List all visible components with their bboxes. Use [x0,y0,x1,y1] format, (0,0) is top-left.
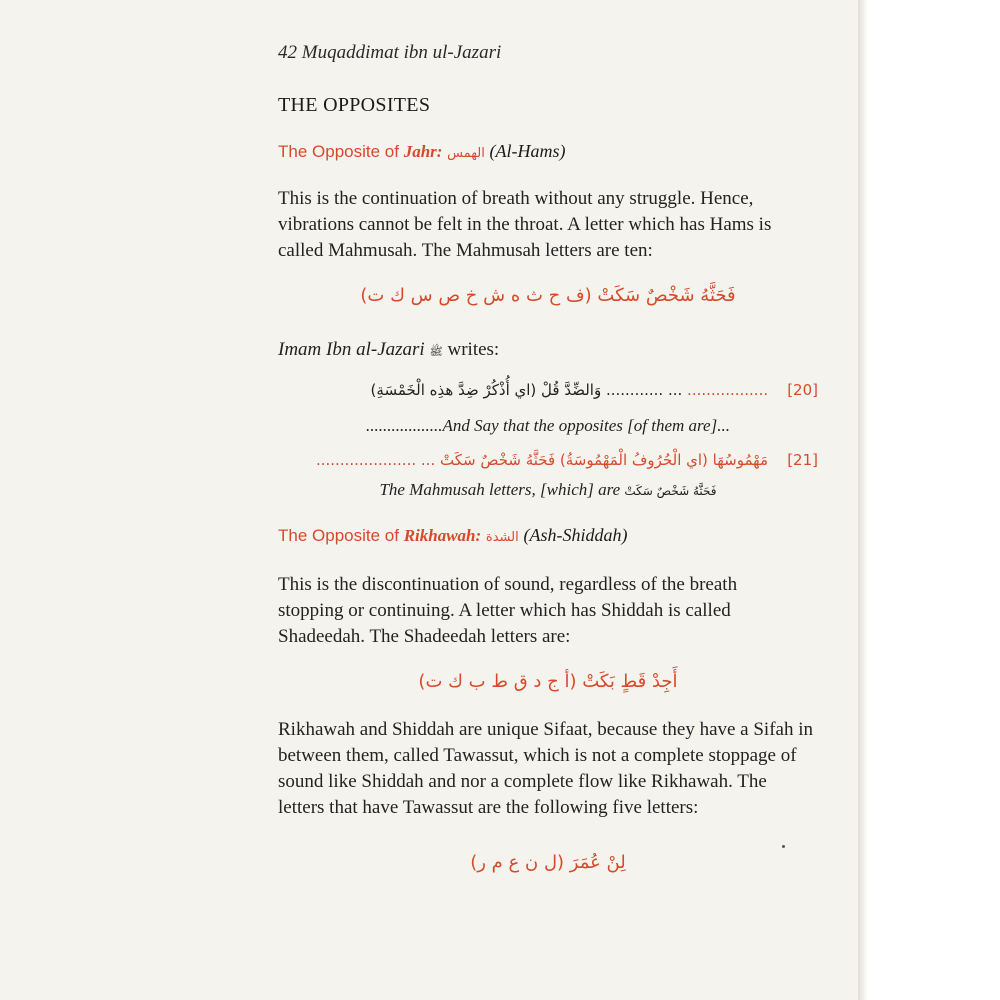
paragraph-line: Shadeedah. The Shadeedah letters are: [278,626,571,647]
verse-text: مَهْمُوسُهَا (اي الْحُرُوفُ الْمَهْمُوسَةُ) فَحَثَّهُ شَخْصٌ سَكَتْ ... [420,451,769,469]
paragraph-line: between them, called Tawassut, which is not a complete stoppage of [278,745,797,766]
paragraph-line: stopping or continuing. A letter which has Shiddah is called [278,600,731,621]
ink-speck [782,845,785,848]
paragraph-tawassut [278,717,818,821]
paragraph-line: This is the discontinuation of sound, regardless of the breath [278,574,738,595]
honorific-glyph: ﷺ [429,345,443,358]
subhead-hams-transliteration: (Al-Hams) [489,141,566,161]
verse-21 [278,451,818,469]
paragraph-shiddah [278,572,818,650]
running-head: 42 Muqaddimat ibn ul-Jazari [278,42,502,63]
subhead-hams-label: The Opposite of [278,142,404,161]
intro-line [278,339,499,361]
subhead-shiddah-label: The Opposite of [278,526,404,545]
paragraph-line: sound like Shiddah and nor a complete flow like Rikhawah. The [278,771,767,792]
verse-number: [20] [787,381,818,399]
section-title: THE OPPOSITES [278,94,431,116]
subhead-hams [278,141,566,162]
verse-dots: ..................... [315,451,417,469]
verse-dots: ................. [687,381,769,399]
verse-20-translation: ..................And Say that the opposites [of them are]... [366,416,730,435]
intro-name: Imam Ibn al-Jazari [278,339,425,360]
verse-number: [21] [787,451,818,469]
intro-verb: writes: [447,339,500,360]
paragraph-line: Rikhawah and Shiddah are unique Sifaat, because they have a Sifah in [278,719,813,740]
shiddah-letters: أَجِدْ قَطٍ بَكَتْ (أ ج د ق ط ب ك ت) [418,671,678,692]
paragraph-line: called Mahmusah. The Mahmusah letters are ten: [278,240,653,261]
paragraph-line: vibrations cannot be felt in the throat. A letter which has Hams is [278,214,772,235]
tawassut-letters: لِنْ عُمَرَ (ل ن ع م ر) [470,852,626,873]
paragraph-hams [278,186,818,264]
hams-letters: فَحَثَّهُ شَخْصٌ سَكَتْ (ف ح ث ه ش خ ص س ك ت) [360,285,736,306]
page-edge [858,0,868,1000]
subhead-shiddah-arabic: الشدة [485,530,519,545]
verse-20 [278,381,818,399]
subhead-hams-arabic: الهمس [447,146,485,161]
subhead-shiddah-transliteration: (Ash-Shiddah) [523,525,628,545]
verse-21-translation-text: The Mahmusah letters, [which] are [379,480,621,499]
paragraph-line: letters that have Tawassut are the following five letters: [278,797,699,818]
verse-21-translation-arabic: فَحَثَّهُ شَخْصٌ سَكَتْ [624,484,717,498]
subhead-shiddah-term: Rikhawah: [403,526,482,545]
paragraph-line: This is the continuation of breath without any struggle. Hence, [278,188,754,209]
verse-21-translation [278,480,818,500]
verse-text: ... ............ وَالضِّدَّ قُلْ (اي أُذْكُرْ ضِدَّ هذِه الْخَمْسَةِ) [370,381,683,399]
subhead-hams-term: Jahr: [403,142,443,161]
subhead-shiddah [278,525,627,546]
